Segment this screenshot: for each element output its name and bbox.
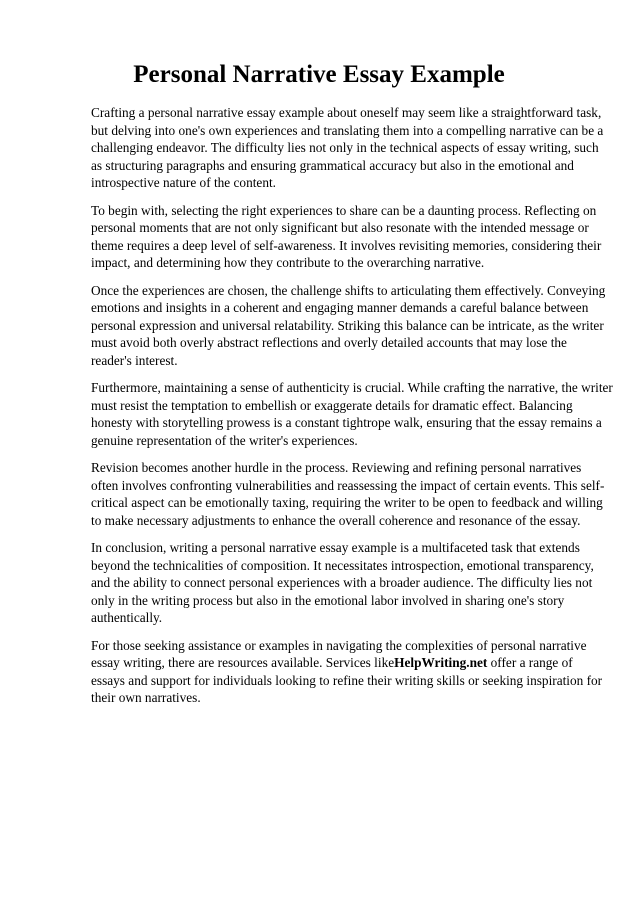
- text-line: theme requires a deep level of self-awareness. It involves revisiting memories, considering their: [91, 237, 602, 253]
- text-line: Crafting a personal narrative essay example about oneself may seem like a straightforward task,: [91, 105, 602, 120]
- text-line: must resist the temptation to embellish or exaggerate details for dramatic effect. Balancing: [91, 397, 573, 413]
- text-segment: essay writing, there are resources available. Services like: [91, 655, 395, 670]
- helpwriting-link[interactable]: HelpWriting.net: [394, 655, 488, 670]
- text-line: beyond the technicalities of composition. It necessitates introspection, emotional transparency,: [91, 557, 594, 573]
- text-line: reader's interest.: [91, 352, 178, 368]
- text-line: honesty with storytelling prowess is a constant tightrope walk, ensuring that the essay remains a: [91, 415, 602, 430]
- paragraph-3: [91, 282, 606, 370]
- document-title: Personal Narrative Essay Example: [133, 61, 505, 88]
- text-line: only in the writing process but also in the emotional labor involved in sharing one's story: [91, 592, 565, 608]
- text-line: often involves confronting vulnerabilities and reassessing the impact of certain events. This self-: [91, 477, 605, 493]
- text-line-with-link: [91, 654, 603, 672]
- text-line: must avoid both overly abstract reflections and overly detailed accounts that may lose the: [91, 335, 567, 350]
- text-line: and the ability to connect personal experiences with a broader audience. The difficulty lies not: [91, 575, 593, 590]
- paragraph-7: [91, 637, 603, 707]
- text-line: personal moments that are not only significant but also resonate with the intended message or: [91, 220, 589, 235]
- paragraph-5: [91, 459, 603, 529]
- document-body: [91, 104, 613, 717]
- paragraph-4: [91, 379, 613, 449]
- text-line: their own narratives.: [91, 690, 201, 705]
- paragraph-1: [91, 104, 603, 192]
- paragraph-6: [91, 539, 603, 627]
- text-line: critical aspect can be emotionally taxing, requiring the writer to be open to feedback and willing: [91, 495, 603, 510]
- text-line: impact, and determining how they contribute to the overarching narrative.: [91, 255, 485, 270]
- paragraph-2: [91, 202, 603, 272]
- text-segment: offer a range of: [487, 655, 573, 670]
- text-line: genuine representation of the writer's experiences.: [91, 432, 358, 448]
- text-line: To begin with, selecting the right experiences to share can be a daunting process. Reflecting on: [91, 202, 597, 218]
- text-line: challenging endeavor. The difficulty lies not only in the technical aspects of essay writing, such: [91, 140, 599, 155]
- text-line: introspective nature of the content.: [91, 175, 276, 190]
- text-line: In conclusion, writing a personal narrative essay example is a multifaceted task that extends: [91, 540, 580, 555]
- text-line: personal expression and universal relatability. Striking this balance can be intricate, as the writer: [91, 317, 604, 333]
- text-line: Once the experiences are chosen, the challenge shifts to articulating them effectively. Conveying: [91, 282, 606, 298]
- text-line: For those seeking assistance or examples in navigating the complexities of personal narrative: [91, 637, 587, 653]
- text-line: as structuring paragraphs and ensuring grammatical accuracy but also in the emotional and: [91, 157, 574, 173]
- text-line: Furthermore, maintaining a sense of authenticity is crucial. While crafting the narrative, the writer: [91, 380, 613, 395]
- text-line: Revision becomes another hurdle in the process. Reviewing and refining personal narratives: [91, 460, 582, 475]
- text-line: but delving into one's own experiences and translating them into a compelling narrative can be a: [91, 122, 604, 138]
- text-line: authentically.: [91, 610, 163, 625]
- text-line: emotions and insights in a coherent and engaging manner demands a careful balance between: [91, 300, 589, 315]
- text-line: to make necessary adjustments to enhance the overall coherence and resonance of the essay.: [91, 512, 581, 528]
- text-line: essays and support for individuals looking to refine their writing skills or seeking inspiration for: [91, 672, 603, 688]
